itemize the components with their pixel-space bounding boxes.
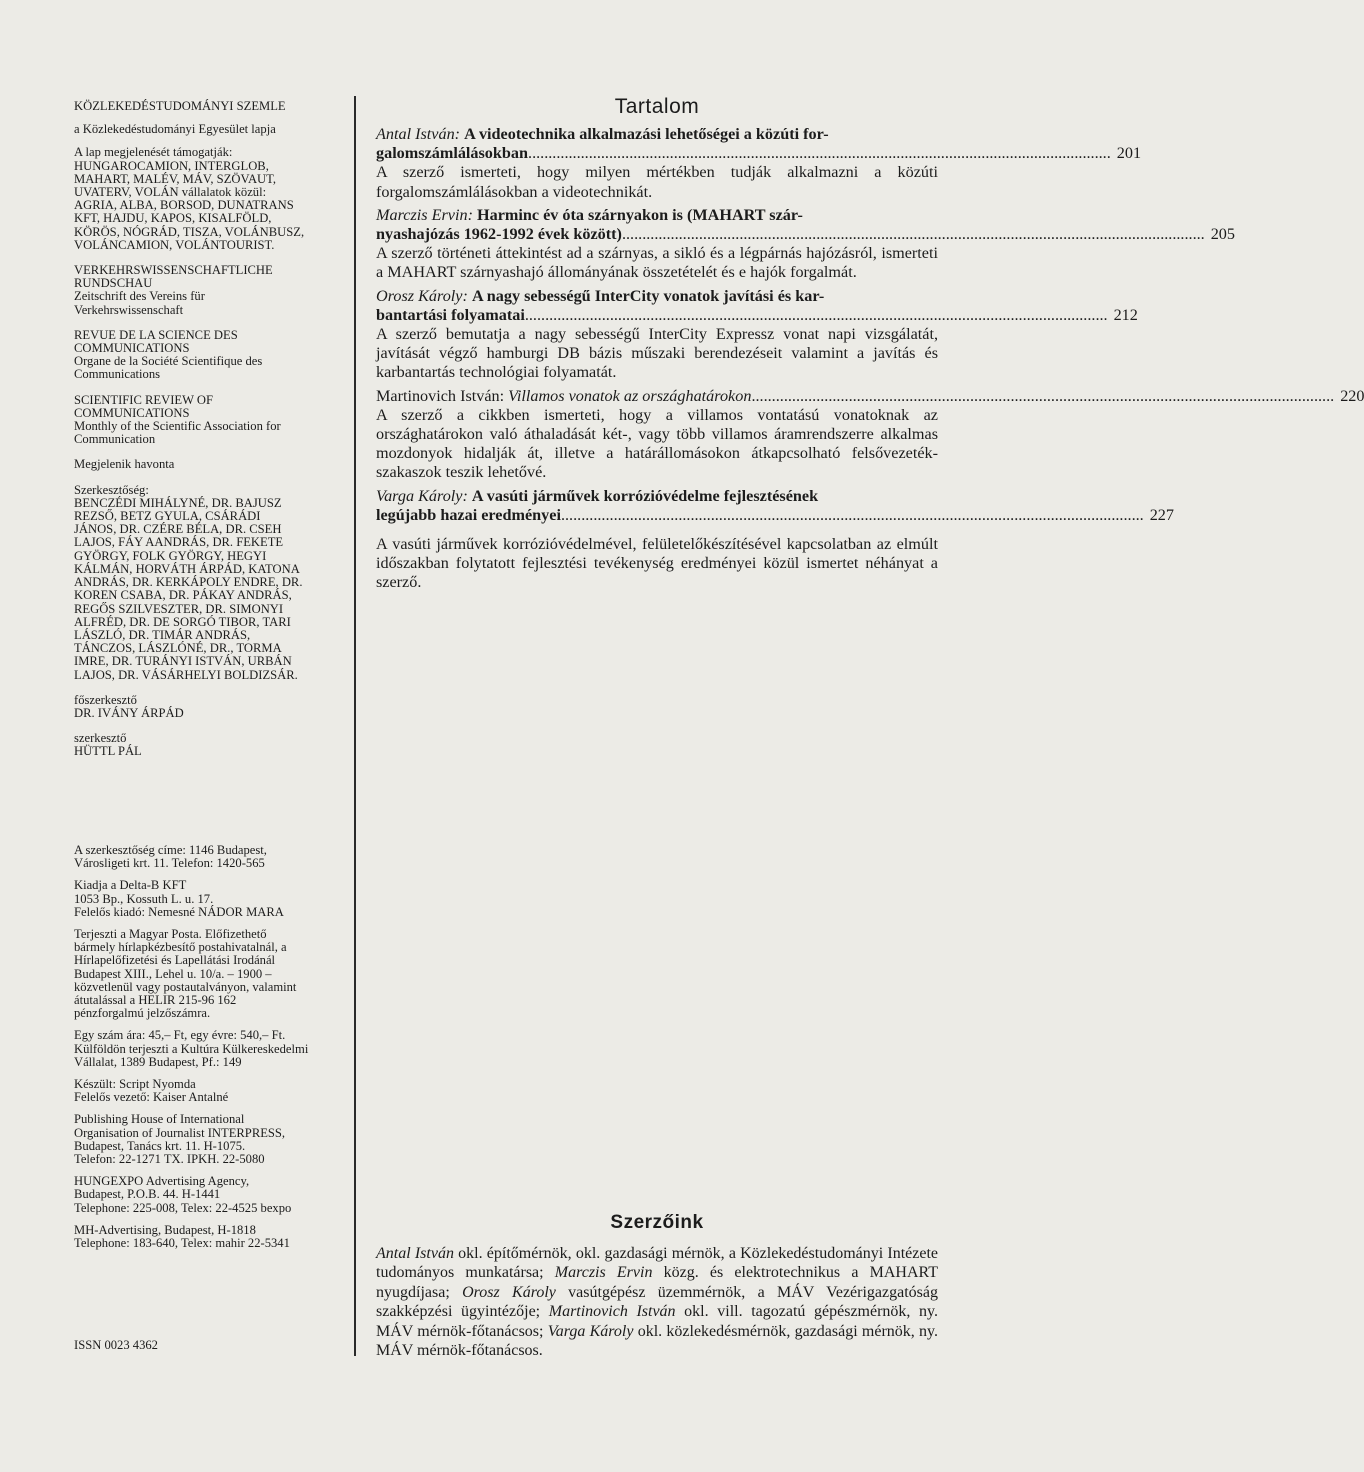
edition-title: RUNDSCHAU (74, 276, 153, 291)
toc-page-number: 227 (1149, 505, 1174, 524)
authors-text (376, 1244, 938, 1360)
imprint-line: Hírlapelőfizetési és Lapellátási Irodánál (74, 953, 276, 968)
imprint-line: bármely hírlapkézbesítő postahivatalnál, a (74, 940, 287, 955)
imprint-address (74, 844, 346, 870)
journal-subtitle: a Közlekedéstudományi Egyesület lapja (74, 122, 276, 137)
german-edition (74, 264, 346, 317)
toc-title-row (376, 144, 1142, 163)
supporters-intro: A lap megjelenését támogatják: (74, 145, 233, 160)
toc-title: A nagy sebességű InterCity vonatok javítási és kar- (471, 286, 825, 305)
toc-title-row (376, 305, 1138, 325)
edition-subtitle: Communication (74, 432, 156, 447)
editor-name: HÜTTL PÁL (74, 744, 142, 759)
toc-title: Villamos vonatok az országhatárokon (508, 386, 752, 405)
imprint-line: Terjeszti a Magyar Posta. Előfizethető (74, 927, 267, 942)
imprint-line: Készült: Script Nyomda (74, 1077, 196, 1092)
leader-dots: ................................................................................................................................................ (524, 305, 1108, 324)
toc-author: Orosz Károly: (376, 286, 468, 305)
english-edition (74, 394, 346, 447)
board-line: IMRE, DR. TURÁNYI ISTVÁN, URBÁN (74, 654, 292, 669)
toc-title: nyashajózás 1962-1992 évek között) (376, 225, 622, 244)
imprint-line: átutalással a HELIR 215-96 162 (74, 993, 237, 1008)
supporters-line: KÖRÖS, NÓGRÁD, TISZA, VOLÁNBUSZ, (74, 224, 305, 239)
toc-title: Harminc év óta szárnyakon is (MAHART szár- (477, 205, 803, 224)
toc-author: Antal István: (376, 125, 461, 143)
imprint-line: HUNGEXPO Advertising Agency, (74, 1174, 250, 1189)
board-line: BENCZÉDI MIHÁLYNÉ, DR. BAJUSZ (74, 495, 282, 510)
imprint-line: Telefon: 22-1271 TX. IPKH. 22-5080 (74, 1152, 265, 1167)
journal-name: KÖZLEKEDÉSTUDOMÁNYI SZEMLE (74, 99, 286, 113)
toc-entry-title (376, 206, 938, 225)
imprint-line: Külföldön terjeszti a Kultúra Külkereskedelmi (74, 1041, 309, 1056)
contents-heading: Tartalom (614, 95, 700, 118)
leader-dots: ................................................................................................................................................ (528, 144, 1111, 163)
toc-description: A szerző a cikkben ismerteti, hogy a villamos vontatású vonatoknak az országhatárokon való áthaladását két-, vagy több villamos áramrendszerre alkalmas mozdonyok hidalják át, illetve a határállomásokon átkapcsolható felsővezeték-szakaszok teszik lehetővé. (376, 405, 938, 482)
toc-entry-title (376, 487, 938, 506)
chief-name: DR. IVÁNY ÁRPÁD (74, 705, 184, 720)
toc-entry-title (376, 287, 938, 306)
chief-label: főszerkesztő (74, 692, 137, 707)
imprint-line: Budapest, P.O.B. 44. H-1441 (74, 1187, 221, 1202)
author-bio: okl. közlekedésmérnök, gazdasági mérnök, ny. MÁV mérnök-főtanácsos. (376, 1322, 938, 1360)
toc-title: galomszámlálásokban (376, 144, 529, 163)
toc-author: Martinovich István: (376, 386, 505, 405)
imprint-line: Budapest XIII., Lehel u. 10/a. – 1900 – (74, 966, 272, 981)
imprint-line: Kiadja a Delta-B KFT (74, 878, 187, 893)
authors-section (376, 1212, 938, 1360)
imprint-line: Egy szám ára: 45,– Ft, egy évre: 540,– Ft. (74, 1028, 286, 1043)
imprint-line: Telephone: 225-008, Telex: 22-4525 bexpo (74, 1200, 292, 1215)
toc-title: A vasúti járművek korrózióvédelme fejlesztésének (471, 486, 819, 505)
edition-title: COMMUNICATIONS (74, 341, 190, 356)
supporters-line: MAHART, MALÉV, MÁV, SZÖVAUT, (74, 171, 277, 186)
imprint-line: 1053 Bp., Kossuth L. u. 17. (74, 891, 214, 906)
toc-page-number: 212 (1113, 305, 1138, 324)
board-line: LAJOS, FÁY AANDRÁS, DR. FEKETE (74, 535, 284, 550)
imprint-price (74, 1029, 346, 1069)
toc-entry[interactable] (376, 386, 1364, 483)
toc-description: A szerző bemutatja a nagy sebességű InterCity Expressz vonat napi vizsgálatát, javítását végző hamburgi DB bázis műszaki berendezéseit valamint a javítás és karbantartás technológiai folyamatát. (376, 325, 938, 382)
table-of-contents (376, 95, 1364, 609)
board-line: KÁLMÁN, HORVÁTH ÁRPÁD, KATONA (74, 561, 300, 576)
toc-description: A szerző ismerteti, hogy milyen mértékben tudják alkalmazni a közúti forgalomszámlálásokban a videotechnikát. (376, 163, 938, 201)
toc-title: bantartási folyamatai (376, 305, 525, 324)
french-edition (74, 329, 346, 382)
frequency: Megjelenik havonta (74, 457, 175, 472)
imprint-hungexpo (74, 1175, 346, 1215)
imprint-line: pénzforgalmú jelzőszámra. (74, 1006, 211, 1021)
editor-label: szerkesztő (74, 731, 127, 746)
imprint-line: MH-Advertising, Budapest, H-1818 (74, 1222, 256, 1237)
leader-dots: ................................................................................................................................................ (621, 225, 1205, 244)
imprint-block (74, 844, 346, 1259)
author-name: Orosz Károly (462, 1283, 556, 1301)
editorial-board (74, 484, 346, 682)
author-name: Varga Károly (547, 1322, 634, 1340)
imprint-line: Publishing House of International (74, 1112, 245, 1127)
toc-author: Varga Károly: (376, 486, 468, 505)
board-line: ALFRÉD, DR. DE SORGÓ TIBOR, TARI (74, 614, 291, 629)
toc-title-fill (376, 306, 1108, 325)
imprint-line: Felelős kiadó: Nemesné NÁDOR MARA (74, 904, 284, 919)
imprint-publisher (74, 879, 346, 919)
editor (74, 732, 346, 758)
toc-page-number: 220 (1340, 386, 1364, 405)
author-name: Marczis Ervin (554, 1264, 653, 1282)
toc-title-row (376, 225, 1235, 244)
edition-subtitle: Verkehrswissenschaft (74, 302, 184, 317)
toc-entry[interactable] (376, 205, 1235, 283)
board-line: REZSŐ, BETZ GYULA, CSÁRÁDI (74, 509, 261, 524)
supporters-line: AGRIA, ALBA, BORSOD, DUNATRANS (74, 198, 294, 213)
toc-title-fill (376, 387, 1334, 406)
board-line: LAJOS, DR. VÁSÁRHELYI BOLDIZSÁR. (74, 667, 298, 682)
imprint-line: Felelős vezető: Kaiser Antalné (74, 1090, 229, 1105)
edition-subtitle: Organe de la Société Scientifique des (74, 354, 263, 369)
edition-title: VERKEHRSWISSENSCHAFTLICHE (74, 263, 273, 278)
column-divider (354, 96, 356, 1356)
toc-entry-title (376, 125, 938, 144)
imprint-mh-advertising (74, 1224, 346, 1250)
toc-page-number: 201 (1116, 144, 1142, 163)
supporters-line: UVATERV, VOLÁN vállalatok közül: (74, 185, 267, 200)
toc-entry[interactable] (376, 125, 1142, 202)
issn: ISSN 0023 4362 (74, 1338, 158, 1352)
imprint-line: Városligeti krt. 11. Telefon: 1420-565 (74, 856, 265, 871)
toc-author: Marczis Ervin: (376, 205, 473, 224)
edition-subtitle: Zeitschrift des Vereins für (74, 289, 205, 304)
author-bio: vasútgépész üzemmérnök, a MÁV Vezérigazgatóság szakképzési ügyintézője; (376, 1283, 939, 1321)
board-line: REGŐS SZILVESZTER, DR. SIMONYI (74, 601, 284, 616)
author-name: Martinovich István (548, 1303, 676, 1321)
board-line: TÁNCZOS, LÁSZLÓNÉ, DR., TORMA (74, 641, 282, 656)
imprint-line: Organisation of Journalist INTERPRESS, (74, 1125, 286, 1140)
author-name: Antal István (376, 1245, 454, 1262)
toc-title: A videotechnika alkalmazási lehetőségei a közúti for- (464, 125, 829, 143)
toc-title-fill (376, 225, 1205, 244)
toc-title-fill (376, 144, 1111, 163)
imprint-printer (74, 1078, 346, 1104)
board-line: GYÖRGY, FOLK GYÖRGY, HEGYI (74, 548, 267, 563)
supporters-line: VOLÁNCAMION, VOLÁNTOURIST. (74, 237, 275, 252)
author-bio: okl. építőmérnök, okl. gazdasági mérnök, a Közlekedéstudományi Intézete tudományos munkatársa; (376, 1245, 939, 1282)
supporters-block (74, 146, 346, 252)
supporters-line: HUNGAROCAMION, INTERGLOB, (74, 158, 269, 173)
toc-title-fill (376, 506, 1144, 525)
toc-page-number: 205 (1210, 225, 1235, 244)
imprint-line: Telephone: 183-640, Telex: mahir 22-5341 (74, 1236, 290, 1251)
authors-heading: Szerzőink (610, 1212, 704, 1233)
imprint-line: Budapest, Tanács krt. 11. H-1075. (74, 1138, 246, 1153)
supporters-line: KFT, HAJDU, KAPOS, KISALFÖLD, (74, 211, 272, 226)
toc-entry[interactable] (376, 286, 1138, 383)
edition-title: COMMUNICATIONS (74, 405, 190, 420)
board-line: ANDRÁS, DR. KERKÁPOLY ENDRE, DR. (74, 575, 303, 590)
toc-title-row (376, 505, 1174, 525)
toc-description: A vasúti járművek korrózióvédelmével, felületelőkészítésével kapcsolatban az elmúlt időszakban folytatott fejlesztési tevékenység eredményei közül ismertet néhányat a szerző. (376, 535, 938, 592)
author-bio: közg. és elektrotechnikus a MAHART nyugdíjasa; (376, 1264, 938, 1301)
edition-subtitle: Monthly of the Scientific Association for (74, 419, 281, 434)
imprint-line: közvetlenül vagy postautalványon, valamint (74, 979, 297, 994)
imprint-line: A szerkesztőség címe: 1146 Budapest, (74, 843, 267, 857)
toc-title: legújabb hazai eredményei (376, 505, 561, 524)
imprint-distribution (74, 928, 346, 1020)
chief-editor (74, 694, 346, 720)
toc-title-row (376, 386, 1364, 406)
board-line: LÁSZLÓ, DR. TIMÁR ANDRÁS, (74, 627, 251, 642)
toc-description: A szerző történeti áttekintést ad a szárnyas, a sikló és a légpárnás hajózásról, ismerteti a MAHART szárnyashajó állományának összetételét és e hajók forgalmát. (376, 244, 938, 282)
leader-dots: ................................................................................................................................................ (751, 386, 1335, 405)
imprint-line: Vállalat, 1389 Budapest, Pf.: 149 (74, 1054, 242, 1069)
leader-dots: ................................................................................................................................................ (560, 505, 1144, 524)
board-label: Szerkesztőség: (74, 482, 149, 497)
author-bio: okl. vill. tagozatú gépészmérnök, ny. MÁV mérnök-főtanácsos; (376, 1303, 939, 1340)
masthead-column (74, 100, 346, 771)
edition-title: REVUE DE LA SCIENCE DES (74, 327, 238, 342)
imprint-interpress (74, 1113, 346, 1166)
edition-title: SCIENTIFIC REVIEW OF (74, 392, 213, 407)
toc-entry[interactable] (376, 486, 1174, 525)
board-line: KOREN CSABA, DR. PÁKAY ANDRÁS, (74, 588, 292, 603)
board-line: JÁNOS, DR. CZÉRE BÉLA, DR. CSEH (74, 522, 282, 537)
edition-subtitle: Communications (74, 367, 161, 382)
